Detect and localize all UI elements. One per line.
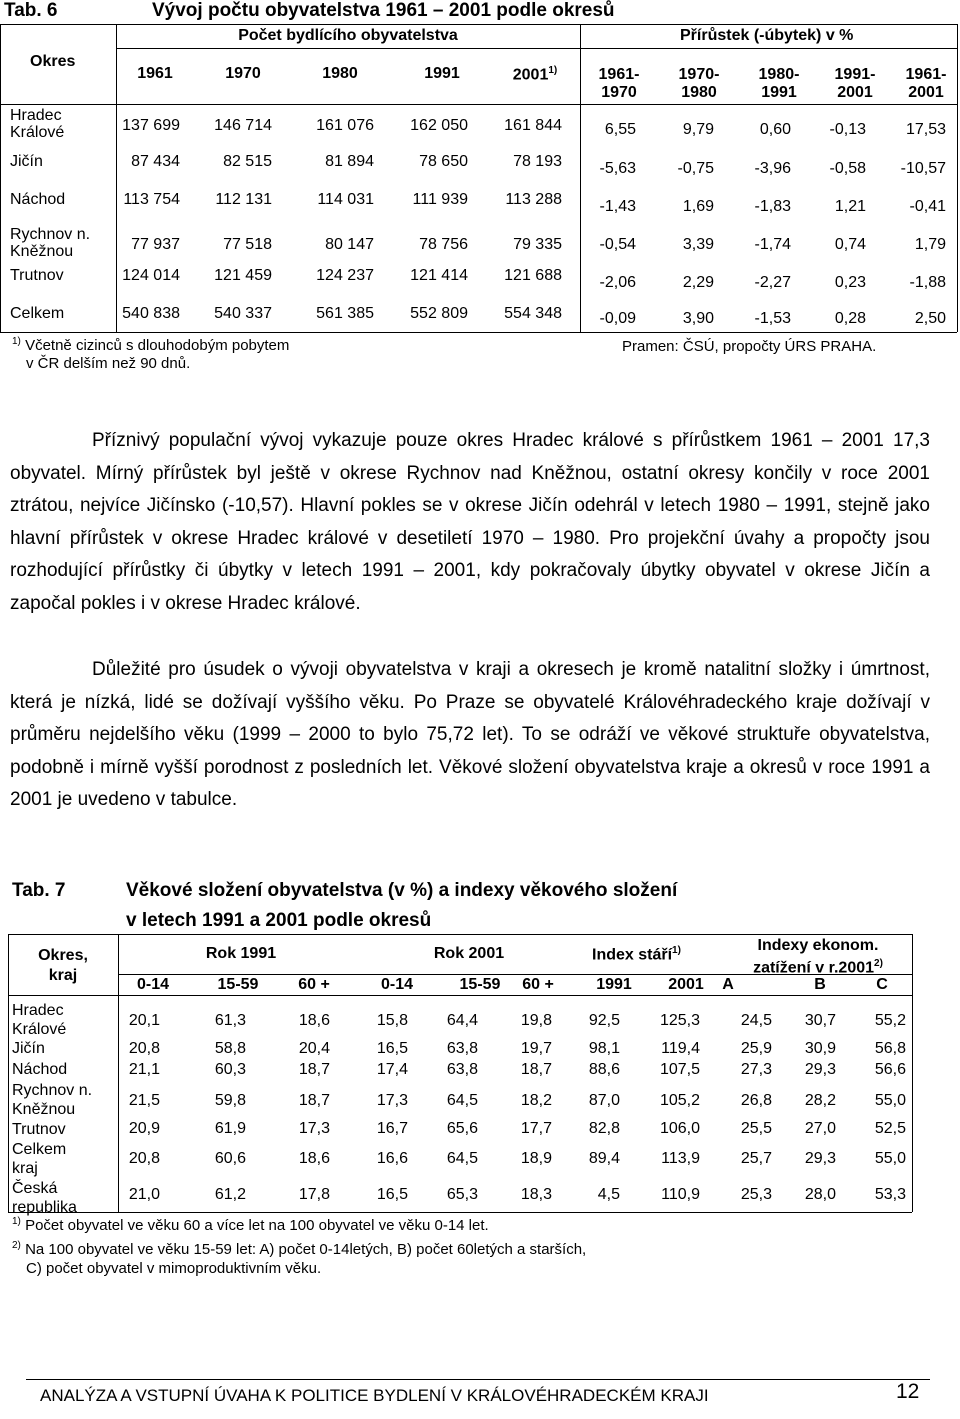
tab6-population-group-header: Počet bydlícího obyvatelstva bbox=[238, 27, 458, 44]
tab7-title-line1: Věkové složení obyvatelstva (v %) a indexy věkového složení bbox=[126, 880, 678, 901]
tab7-cell: 18,3 bbox=[520, 1186, 552, 1203]
tab7-cell: 64,4 bbox=[446, 1012, 478, 1029]
tab6-okres-name-line: Náchod bbox=[10, 191, 66, 208]
tab7-cell: 58,8 bbox=[214, 1040, 246, 1057]
tab7-cell: 25,9 bbox=[740, 1040, 772, 1057]
tab6-population-cell: 80 147 bbox=[325, 236, 374, 253]
tab7-cell: 19,7 bbox=[520, 1040, 552, 1057]
tab6-okres-name-line: Trutnov bbox=[10, 267, 64, 284]
tab7-cell: 20,4 bbox=[298, 1040, 330, 1057]
tab6-growth-cell: 0,74 bbox=[834, 236, 866, 253]
tab6-period-header-line: 1961- bbox=[598, 66, 640, 83]
tab6-growth-cell: -5,63 bbox=[599, 160, 636, 177]
tab6-period-header-line: 1980 bbox=[681, 84, 717, 101]
tab7-subheader: 60 + bbox=[522, 976, 554, 993]
tab7-cell: 55,2 bbox=[874, 1012, 906, 1029]
tab6-growth-cell: 17,53 bbox=[905, 121, 946, 138]
tab7-cell: 20,9 bbox=[128, 1120, 160, 1137]
tab7-cell: 17,7 bbox=[520, 1120, 552, 1137]
tab6-growth-cell: -1,88 bbox=[909, 274, 946, 291]
tab6-growth-cell: -3,96 bbox=[754, 160, 791, 177]
tab7-cell: 17,3 bbox=[376, 1092, 408, 1109]
tab6-period-header-line: 1991 bbox=[761, 84, 797, 101]
tab6-year-footnote-mark: 1) bbox=[548, 65, 558, 76]
page-number: 12 bbox=[896, 1380, 920, 1403]
tab7-subheader: 0-14 bbox=[136, 976, 170, 993]
tab7-cell: 98,1 bbox=[588, 1040, 620, 1057]
tab7-cell: 64,5 bbox=[446, 1150, 478, 1167]
tab6-period-header bbox=[818, 66, 892, 102]
tab6-growth-cell: -10,57 bbox=[900, 160, 946, 177]
tab6-footnote: $^{1)}$ Včetně cizinců s dlouhodobým pobytem bbox=[12, 336, 290, 354]
tab6-okres-name bbox=[10, 191, 65, 209]
tab6-population-cell: 81 894 bbox=[325, 153, 374, 170]
tab6-population-cell: 87 434 bbox=[131, 153, 180, 170]
tab7-subheader: A bbox=[722, 976, 734, 993]
tab7-label: Tab. 7 bbox=[12, 880, 66, 901]
tab6-population-cell: 124 237 bbox=[316, 267, 374, 284]
tab6-growth-cell: -1,43 bbox=[599, 198, 636, 215]
tab6-period-header bbox=[894, 66, 958, 102]
tab7-okres-name-line: Trutnov bbox=[12, 1121, 66, 1138]
tab7-cell: 113,9 bbox=[661, 1150, 700, 1167]
tab6-population-cell: 79 335 bbox=[513, 236, 562, 253]
tab7-cell: 19,8 bbox=[520, 1012, 552, 1029]
tab6-population-cell: 82 515 bbox=[223, 153, 272, 170]
tab7-cell: 61,3 bbox=[214, 1012, 246, 1029]
tab7-subheader: 2001 bbox=[668, 976, 704, 993]
tab6-population-cell: 561 385 bbox=[316, 305, 374, 322]
tab6-okres-name bbox=[10, 153, 43, 171]
tab6-okres-name-line: Celkem bbox=[10, 305, 65, 322]
tab7-cell: 125,3 bbox=[659, 1012, 700, 1029]
tab7-cell: 25,7 bbox=[740, 1150, 772, 1167]
tab7-group-2001: Rok 2001 bbox=[433, 945, 505, 962]
tab6-population-cell: 554 348 bbox=[504, 305, 562, 322]
tab7-subheader: B bbox=[814, 976, 826, 993]
tab6-period-header-line: 2001 bbox=[837, 84, 873, 101]
tab7-cell: 18,6 bbox=[298, 1012, 330, 1029]
tab7-cell: 16,7 bbox=[376, 1120, 408, 1137]
tab6-growth-cell: 0,60 bbox=[759, 121, 791, 138]
tab7-cell: 88,6 bbox=[588, 1061, 620, 1078]
tab7-cell: 16,6 bbox=[376, 1150, 408, 1167]
tab6-growth-cell: -0,09 bbox=[599, 310, 636, 327]
tab7 bbox=[0, 880, 960, 1300]
tab6-growth-cell: -1,53 bbox=[754, 310, 791, 327]
tab6-growth-cell: 6,55 bbox=[604, 121, 636, 138]
tab6-population-cell: 111 939 bbox=[412, 191, 468, 208]
tab7-cell: 89,4 bbox=[588, 1150, 620, 1167]
tab6-population-cell: 78 756 bbox=[419, 236, 468, 253]
tab7-okres-name bbox=[12, 1120, 66, 1139]
tab7-cell: 119,4 bbox=[661, 1040, 700, 1057]
tab6-okres-name-line: Hradec bbox=[10, 107, 62, 124]
tab6-okres-header: Okres bbox=[30, 53, 76, 70]
tab6-year-header: 2001$^{1)}$ bbox=[512, 65, 558, 84]
tab7-subheader: 15-59 bbox=[217, 976, 259, 993]
tab6-growth-cell: -0,58 bbox=[829, 160, 866, 177]
tab7-okres-name-line: Náchod bbox=[12, 1061, 68, 1078]
tab7-cell: 20,1 bbox=[128, 1012, 160, 1029]
tab7-footnote-1: $^{1)}$ Počet obyvatel ve věku 60 a více let na 100 obyvatel ve věku 0-14 let. bbox=[12, 1216, 489, 1234]
tab7-group-1991: Rok 1991 bbox=[205, 945, 277, 962]
tab6-okres-name-line: Králové bbox=[10, 124, 65, 141]
tab7-cell: 60,3 bbox=[214, 1061, 246, 1078]
tab7-cell: 21,0 bbox=[128, 1186, 160, 1203]
paragraph-1: Příznivý populační vývoj vykazuje pouze okres Hradec králové s přírůstkem 1961 – 2001 17,3 obyvatel. Mírný přírůstek byl ještě v okrese Rychnov nad Kněžnou, ostatní okresy končily v roce 2001 ztrátou, nejvíce Jičínsko (-10,57). Hlavní pokles se v okrese Jičín odehrál v letech 1980 – 1991, stejně jako hlavní přírůstek v okrese Hradec králové v desetiletí 1970 – 1980. Pro projekční úvahy a propočty jsou rozhodující přírůstky či úbytky v letech 1991 – 2001, kdy pokračovaly úbytky obyvatel v okrese Jičín a započal pokles i v okrese Hradec králové. bbox=[10, 430, 930, 614]
tab7-cell: 15,8 bbox=[376, 1012, 408, 1029]
tab7-cell: 21,1 bbox=[128, 1061, 160, 1078]
tab7-subheader: 0-14 bbox=[380, 976, 414, 993]
tab7-subheader: 1991 bbox=[596, 976, 632, 993]
tab6-population-cell: 137 699 bbox=[122, 117, 180, 134]
tab7-cell: 16,5 bbox=[376, 1040, 408, 1057]
tab6-population-cell: 77 937 bbox=[131, 236, 180, 253]
tab6-period-header-line: 1991- bbox=[834, 66, 876, 83]
tab7-cell: 61,2 bbox=[214, 1186, 246, 1203]
tab6-growth-cell: 3,90 bbox=[682, 310, 714, 327]
tab7-cell: 28,0 bbox=[804, 1186, 836, 1203]
tab6-growth-cell: -1,74 bbox=[754, 236, 791, 253]
tab6-growth-cell: -0,41 bbox=[909, 198, 946, 215]
tab6-period-header bbox=[664, 66, 734, 102]
tab6-title: Vývoj počtu obyvatelstva 1961 – 2001 podle okresů bbox=[152, 0, 615, 21]
tab7-cell: 63,8 bbox=[446, 1040, 478, 1057]
tab6-okres-name bbox=[10, 267, 64, 285]
tab6-growth-cell: 2,50 bbox=[914, 310, 946, 327]
tab6-population-cell: 161 844 bbox=[504, 117, 562, 134]
tab6-growth-cell: -0,54 bbox=[599, 236, 636, 253]
tab6-period-header-line: 1970 bbox=[601, 84, 637, 101]
tab6-population-cell: 540 337 bbox=[214, 305, 272, 322]
tab7-cell: 56,6 bbox=[874, 1061, 906, 1078]
tab6-population-cell: 78 650 bbox=[419, 153, 468, 170]
tab7-okres-name bbox=[12, 1060, 67, 1079]
tab6-source: Pramen: ČSÚ, propočty ÚRS PRAHA. bbox=[622, 338, 877, 355]
tab6 bbox=[0, 0, 960, 380]
tab7-cell: 4,5 bbox=[597, 1186, 620, 1203]
tab7-okres-name-line: Jičín bbox=[12, 1040, 45, 1057]
tab7-cell: 87,0 bbox=[588, 1092, 620, 1109]
tab7-cell: 52,5 bbox=[874, 1120, 906, 1137]
tab6-growth-cell: 9,79 bbox=[682, 121, 714, 138]
tab7-okres-name-line: republika bbox=[12, 1199, 77, 1216]
tab7-cell: 61,9 bbox=[214, 1120, 246, 1137]
tab7-footnote-2: $^{2)}$ Na 100 obyvatel ve věku 15-59 let: A) počet 0-14letých, B) počet 60letých a starších, bbox=[12, 1240, 587, 1258]
tab7-cell: 18,7 bbox=[298, 1092, 330, 1109]
tab6-growth-cell: -1,83 bbox=[754, 198, 791, 215]
tab6-population-cell: 161 076 bbox=[316, 117, 374, 134]
tab7-okres-name-line: Rychnov n. bbox=[12, 1082, 93, 1099]
tab7-footnote-2-line2: C) počet obyvatel v mimoproduktivním věku. bbox=[26, 1260, 322, 1277]
tab7-cell: 110,9 bbox=[661, 1186, 700, 1203]
footer-title: ANALÝZA A VSTUPNÍ ÚVAHA K POLITICE BYDLENÍ V KRÁLOVÉHRADECKÉM KRAJI bbox=[40, 1386, 709, 1405]
tab7-cell: 26,8 bbox=[740, 1092, 772, 1109]
tab6-population-cell: 121 688 bbox=[504, 267, 562, 284]
tab6-year-header: 1970 bbox=[225, 65, 261, 82]
tab7-cell: 59,8 bbox=[214, 1092, 246, 1109]
tab7-cell: 107,5 bbox=[659, 1061, 700, 1078]
tab6-population-cell: 114 031 bbox=[317, 191, 374, 208]
tab7-okres-name bbox=[12, 1001, 66, 1039]
tab6-growth-cell: -2,27 bbox=[754, 274, 791, 291]
tab6-period-header bbox=[584, 66, 654, 102]
tab6-okres-name bbox=[10, 226, 90, 260]
tab7-cell: 18,9 bbox=[520, 1150, 552, 1167]
tab6-year-header: 1980 bbox=[322, 65, 358, 82]
tab7-okres-name-line: kraj bbox=[12, 1160, 38, 1177]
tab7-cell: 82,8 bbox=[588, 1120, 620, 1137]
tab7-group-index: Index stáří$^{1)}$ bbox=[592, 945, 681, 964]
tab7-cell: 63,8 bbox=[446, 1061, 478, 1078]
tab6-okres-name-line: Jičín bbox=[10, 153, 43, 170]
tab7-cell: 92,5 bbox=[588, 1012, 620, 1029]
tab7-cell: 56,8 bbox=[874, 1040, 906, 1057]
tab7-okres-name-line: Celkem bbox=[12, 1141, 67, 1158]
tab6-growth-cell: 1,69 bbox=[682, 198, 714, 215]
tab7-title-line2: v letech 1991 a 2001 podle okresů bbox=[126, 910, 432, 931]
tab6-label: Tab. 6 bbox=[4, 0, 58, 21]
tab7-cell: 64,5 bbox=[446, 1092, 478, 1109]
tab7-cell: 30,9 bbox=[804, 1040, 836, 1057]
tab7-cell: 28,2 bbox=[804, 1092, 836, 1109]
tab7-cell: 27,0 bbox=[804, 1120, 836, 1137]
tab6-period-header-line: 2001 bbox=[908, 84, 944, 101]
tab7-cell: 60,6 bbox=[214, 1150, 246, 1167]
tab7-cell: 25,5 bbox=[740, 1120, 772, 1137]
tab7-okres-name-line: Kněžnou bbox=[12, 1101, 76, 1118]
tab6-okres-name bbox=[10, 305, 64, 323]
tab6-growth-cell: 1,21 bbox=[834, 198, 866, 215]
tab6-growth-cell: 3,39 bbox=[682, 236, 714, 253]
tab7-cell: 17,4 bbox=[376, 1061, 408, 1078]
tab7-okres-name-line: Králové bbox=[12, 1021, 67, 1038]
tab7-okres-name bbox=[12, 1179, 77, 1217]
tab7-subheader: 60 + bbox=[298, 976, 330, 993]
tab7-cell: 18,7 bbox=[298, 1061, 330, 1078]
tab7-okres-header: Okres, kraj bbox=[38, 947, 88, 984]
tab6-growth-cell: 0,28 bbox=[834, 310, 866, 327]
tab6-period-header bbox=[742, 66, 816, 102]
tab7-cell: 65,3 bbox=[446, 1186, 478, 1203]
tab7-cell: 25,3 bbox=[740, 1186, 772, 1203]
tab6-population-cell: 121 414 bbox=[410, 267, 468, 284]
tab7-cell: 106,0 bbox=[659, 1120, 700, 1137]
tab7-cell: 105,2 bbox=[659, 1092, 700, 1109]
tab6-growth-cell: 2,29 bbox=[682, 274, 714, 291]
tab7-okres-name-line: Hradec bbox=[12, 1002, 64, 1019]
tab6-population-cell: 124 014 bbox=[122, 267, 180, 284]
tab7-subheader: C bbox=[876, 976, 888, 993]
tab7-okres-name bbox=[12, 1039, 45, 1058]
tab6-population-cell: 540 838 bbox=[122, 305, 180, 322]
tab7-okres-name bbox=[12, 1081, 92, 1119]
tab7-cell: 20,8 bbox=[128, 1040, 160, 1057]
tab6-growth-cell: -0,75 bbox=[677, 160, 714, 177]
tab6-population-cell: 162 050 bbox=[410, 117, 468, 134]
tab6-population-cell: 121 459 bbox=[214, 267, 272, 284]
tab7-cell: 55,0 bbox=[874, 1092, 906, 1109]
tab7-cell: 24,5 bbox=[740, 1012, 772, 1029]
tab6-okres-name-line: Kněžnou bbox=[10, 243, 74, 260]
tab7-cell: 18,7 bbox=[520, 1061, 552, 1078]
tab6-population-cell: 112 131 bbox=[215, 191, 272, 208]
tab6-population-cell: 78 193 bbox=[513, 153, 562, 170]
tab6-period-header-line: 1970- bbox=[678, 66, 720, 83]
tab6-period-header-line: 1980- bbox=[758, 66, 800, 83]
tab6-year-header: 1991 bbox=[424, 65, 460, 82]
tab7-cell: 29,3 bbox=[804, 1061, 836, 1078]
tab7-cell: 18,2 bbox=[520, 1092, 552, 1109]
tab6-year-header: 1961 bbox=[137, 65, 173, 82]
tab6-period-header-line: 1961- bbox=[905, 66, 947, 83]
tab7-cell: 21,5 bbox=[128, 1092, 160, 1109]
tab6-population-cell: 146 714 bbox=[214, 117, 272, 134]
tab6-population-cell: 552 809 bbox=[410, 305, 468, 322]
tab7-cell: 65,6 bbox=[446, 1120, 478, 1137]
tab7-subheader: 15-59 bbox=[459, 976, 501, 993]
tab6-footnote-line2: v ČR delším než 90 dnů. bbox=[26, 355, 191, 372]
tab7-cell: 16,5 bbox=[376, 1186, 408, 1203]
tab7-cell: 18,6 bbox=[298, 1150, 330, 1167]
tab7-cell: 53,3 bbox=[874, 1186, 906, 1203]
tab6-growth-cell: 0,23 bbox=[834, 274, 866, 291]
tab6-okres-name-line: Rychnov n. bbox=[10, 226, 91, 243]
tab6-growth-group-header: Přírůstek (-úbytek) v % bbox=[680, 27, 854, 44]
tab6-growth-cell: -2,06 bbox=[599, 274, 636, 291]
tab7-cell: 29,3 bbox=[804, 1150, 836, 1167]
tab6-growth-cell: 1,79 bbox=[914, 236, 946, 253]
tab7-okres-name bbox=[12, 1140, 66, 1178]
tab7-cell: 20,8 bbox=[128, 1150, 160, 1167]
tab7-group-econ: Indexy ekonom. zatížení v r.2001$^{2)}$ bbox=[753, 937, 883, 977]
tab7-cell: 17,8 bbox=[298, 1186, 330, 1203]
tab6-population-cell: 113 754 bbox=[123, 191, 180, 208]
tab7-cell: 55,0 bbox=[874, 1150, 906, 1167]
tab7-cell: 17,3 bbox=[298, 1120, 330, 1137]
tab7-cell: 30,7 bbox=[804, 1012, 836, 1029]
tab6-okres-name bbox=[10, 107, 64, 141]
footer-rule bbox=[26, 1379, 930, 1380]
paragraph-2: Důležité pro úsudek o vývoji obyvatelstva v kraji a okresech je kromě natalitní složky i úmrtnost, která je nízká, lidé se dožívají vyššího věku. Po Praze se obyvatelé Královéhradeckého kraje dožívají v průměru nejdelšího věku (1999 – 2000 to bylo 75,72 let). To se odráží ve věkové struktuře obyvatelstva, podobně i mírně vyšší porodnost z posledních let. Věkové složení obyvatelstva kraje a okresů v roce 1991 a 2001 je uvedeno v tabulce. bbox=[10, 659, 930, 811]
tab6-population-cell: 77 518 bbox=[223, 236, 272, 253]
tab7-okres-name-line: Česká bbox=[12, 1180, 58, 1197]
tab6-population-cell: 113 288 bbox=[505, 191, 562, 208]
tab7-cell: 27,3 bbox=[740, 1061, 772, 1078]
tab6-growth-cell: -0,13 bbox=[829, 121, 866, 138]
